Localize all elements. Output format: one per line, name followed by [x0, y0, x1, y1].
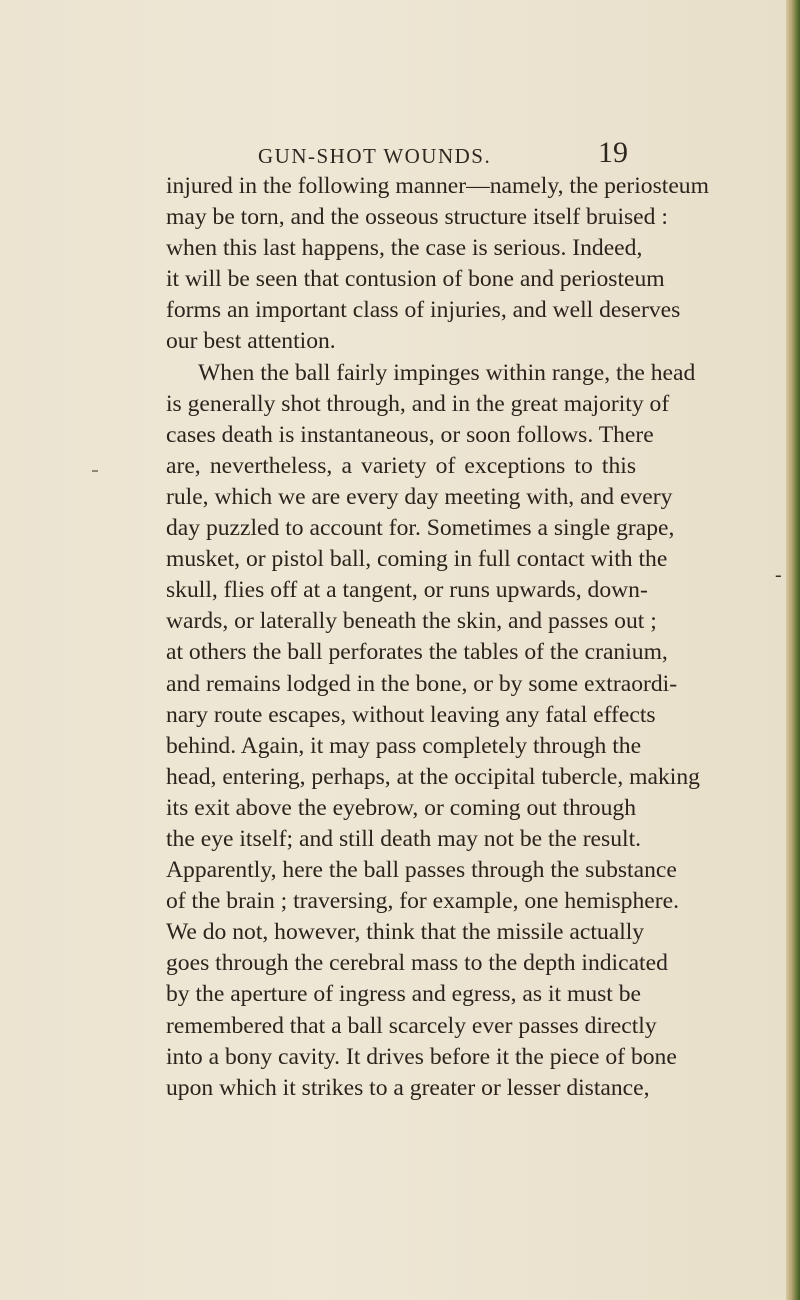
text-line: wards, or laterally beneath the skin, and passes out ;	[166, 608, 657, 635]
book-spine-edge	[786, 0, 800, 1300]
text-line: behind. Again, it may pass completely through the	[166, 732, 642, 759]
text-line: We do not, however, think that the missile actually	[166, 919, 645, 946]
text-line: the eye itself; and still death may not be the result.	[166, 825, 642, 852]
page-number: 19	[598, 136, 628, 169]
text-line: into a bony cavity. It drives before it the piece of bone	[166, 1043, 677, 1070]
text-line: injured in the following manner—namely, the periosteum	[166, 173, 709, 199]
text-line: nary route escapes, without leaving any fatal effects	[166, 701, 656, 728]
running-head	[166, 136, 628, 170]
text-line: may be torn, and the osseous structure itself bruised :	[166, 204, 668, 231]
text-line: when this last happens, the case is serious. Indeed,	[166, 235, 643, 262]
text-line: skull, flies off at a tangent, or runs upwards, down-	[166, 577, 648, 604]
text-line: by the aperture of ingress and egress, as it must be	[166, 981, 642, 1008]
text-line: and remains lodged in the bone, or by some extraordi-	[166, 670, 678, 697]
text-line: its exit above the eyebrow, or coming out through	[166, 794, 636, 821]
text-line: it will be seen that contusion of bone and periosteum	[166, 266, 665, 293]
text-line: head, entering, perhaps, at the occipital tubercle, making	[166, 763, 700, 790]
text-line: are, nevertheless, a variety of exceptions to this	[166, 452, 636, 479]
text-line: forms an important class of injuries, and well deserves	[166, 297, 681, 324]
body-text	[166, 171, 709, 1104]
text-line: When the ball fairly impinges within range, the head	[198, 359, 696, 386]
text-line: is generally shot through, and in the great majority of	[166, 390, 670, 417]
text-line: goes through the cerebral mass to the depth indicated	[166, 950, 668, 977]
running-title: GUN-SHOT WOUNDS.	[258, 144, 492, 168]
text-line: at others the ball perforates the tables of the cranium,	[166, 639, 668, 666]
text-line: of the brain ; traversing, for example, one hemisphere.	[166, 888, 679, 915]
text-line: upon which it strikes to a greater or lesser distance,	[166, 1074, 650, 1101]
margin-tick	[92, 470, 98, 472]
text-line: remembered that a ball scarcely ever passes directly	[166, 1012, 657, 1039]
text-line: rule, which we are every day meeting with, and every	[166, 483, 673, 510]
text-line: our best attention.	[166, 328, 336, 355]
text-line: cases death is instantaneous, or soon follows. There	[166, 421, 654, 448]
text-line: day puzzled to account for. Sometimes a single grape,	[166, 515, 675, 542]
text-line: Apparently, here the ball passes through the substance	[166, 857, 677, 884]
text-line: musket, or pistol ball, coming in full contact with the	[166, 546, 668, 573]
margin-mark: -	[775, 564, 782, 586]
